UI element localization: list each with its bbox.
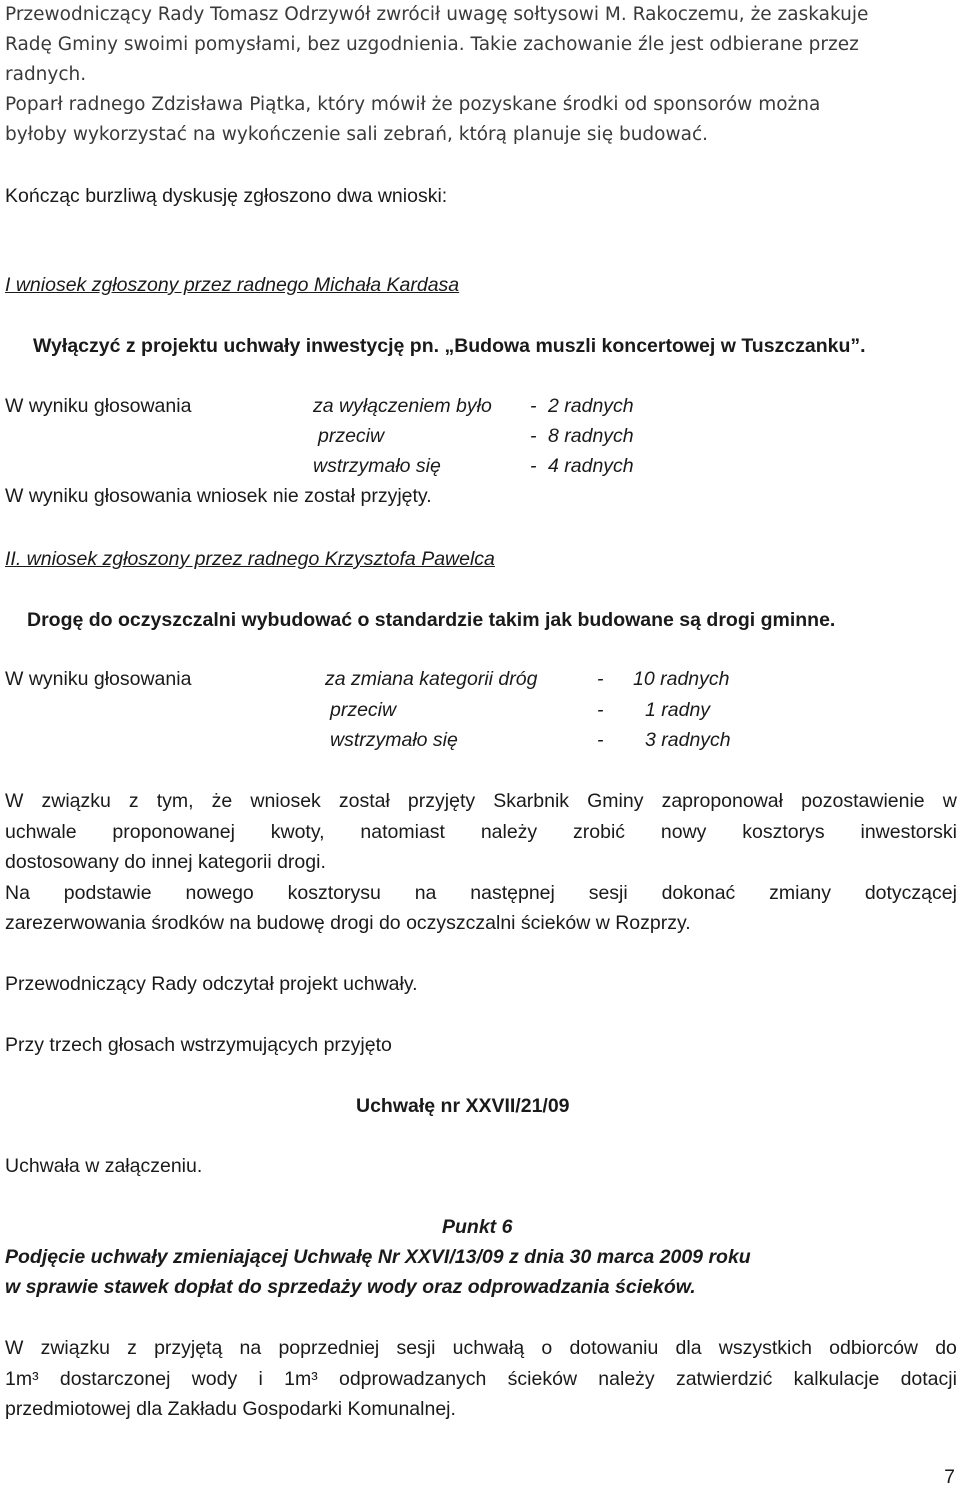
word: wszystkich (718, 1337, 812, 1359)
word: kosztorys (742, 821, 825, 843)
motion1-vote-dash-against: - (530, 425, 537, 447)
word: wody (191, 1368, 238, 1390)
word: zatwierdzić (675, 1368, 773, 1390)
word: na (239, 1337, 262, 1359)
word: inwestorski (860, 821, 957, 843)
word: przyjętą (154, 1337, 223, 1359)
motion1-vote-label: W wyniku głosowania (5, 395, 192, 417)
motion1-vote-result-for: 2 radnych (548, 395, 634, 417)
word: kwoty, (270, 821, 325, 843)
word: z (127, 1337, 137, 1359)
word: uchwałą (452, 1337, 525, 1359)
word: nowy (660, 821, 707, 843)
word: tym, (156, 790, 194, 812)
word: i (258, 1368, 263, 1390)
point-line-1: Podjęcie uchwały zmieniającej Uchwałę Nr XXVI/13/09 z dnia 30 marca 2009 roku (5, 1246, 751, 1268)
next-session-line-2: zarezerwowania środków na budowę drogi do oczyszczalni ścieków w Rozprzy. (5, 912, 691, 934)
motion2-vote-result-against: 1 radny (645, 699, 711, 721)
intro-line-1: Przewodniczący Rady Tomasz Odrzywół zwrócił uwagę sołtysowi M. Rakoczemu, że zaskakuje (5, 4, 869, 25)
motion1-vote-dash-abstain: - (530, 455, 537, 477)
motion2-vote-label-for: za zmiana kategorii dróg (325, 668, 538, 690)
motion2-vote-dash-against: - (597, 699, 604, 721)
word: następnej (470, 882, 555, 904)
word: ścieków (507, 1368, 578, 1390)
motion2-vote-dash-abstain: - (597, 729, 604, 751)
word: 1m³ (5, 1368, 39, 1390)
page-number: 7 (944, 1466, 955, 1488)
motion1-vote-result-against: 8 radnych (548, 425, 634, 447)
resolution-title: Uchwałę nr XXVII/21/09 (356, 1095, 570, 1117)
word: związku (41, 790, 111, 812)
motion2-vote-label-abstain: wstrzymało się (330, 729, 458, 751)
word: do (935, 1337, 957, 1359)
word: kosztorysu (287, 882, 381, 904)
word: przyjęty (407, 790, 476, 812)
word: Gminy (587, 790, 644, 812)
motion1-content: Wyłączyć z projektu uchwały inwestycję pn. „Budowa muszli koncertowej w Tuszczanku”. (33, 335, 866, 357)
motion1-vote-label-against: przeciw (318, 425, 385, 447)
motion2-content: Drogę do oczyszczalni wybudować o standardzie takim jak budowane są drogi gminne. (27, 609, 836, 631)
intro-line-4: Poparł radnego Zdzisława Piątka, który mówił że pozyskane środki od sponsorów można (5, 94, 821, 115)
word: Na (5, 882, 30, 904)
word: dotowaniu (569, 1337, 659, 1359)
word: nowego (185, 882, 254, 904)
final-line-1 (5, 1333, 957, 1363)
word: dostarczonej (59, 1368, 171, 1390)
word: zaproponował (661, 790, 783, 812)
point-line-2: w sprawie stawek dopłat do sprzedaży wody oraz odprowadzania ścieków. (5, 1276, 696, 1298)
word: został (338, 790, 390, 812)
word: sesji (396, 1337, 436, 1359)
word: proponowanej (112, 821, 235, 843)
motion2-vote-label: W wyniku głosowania (5, 668, 192, 690)
word: dotacji (900, 1368, 957, 1390)
word: W (5, 1337, 24, 1359)
point-title: Punkt 6 (442, 1216, 513, 1238)
word: uchwale (5, 821, 77, 843)
motion2-vote-label-against: przeciw (330, 699, 397, 721)
word: zrobić (573, 821, 626, 843)
word: kalkulacje (793, 1368, 880, 1390)
motion1-vote-dash-for: - (530, 395, 537, 417)
motion2-vote-result-abstain: 3 radnych (645, 729, 731, 751)
motion1-vote-label-for: za wyłączeniem było (313, 395, 492, 417)
treasurer-line-2 (5, 817, 957, 847)
word: dla (675, 1337, 702, 1359)
final-line-3: przedmiotowej dla Zakładu Gospodarki Komunalnej. (5, 1398, 456, 1420)
word: podstawie (63, 882, 152, 904)
word: dotyczącej (864, 882, 957, 904)
next-session-line-1 (5, 878, 957, 908)
chairman-read-text: Przewodniczący Rady odczytał projekt uchwały. (5, 973, 418, 995)
word: 1m³ (284, 1368, 318, 1390)
motion1-vote-result-abstain: 4 radnych (548, 455, 634, 477)
treasurer-line-3: dostosowany do innej kategorii drogi. (5, 851, 326, 873)
word: z (128, 790, 139, 812)
treasurer-line-1 (5, 786, 957, 816)
word: dokonać (661, 882, 736, 904)
word: natomiast (360, 821, 445, 843)
intro-line-2: Radę Gminy swoimi pomysłami, bez uzgodnienia. Takie zachowanie źle jest odbierane przez (5, 34, 859, 55)
attachment-note: Uchwała w załączeniu. (5, 1155, 203, 1177)
word: zmiany (769, 882, 831, 904)
intro-line-5: byłoby wykorzystać na wykończenie sali zebrań, którą planuje się budować. (5, 124, 709, 145)
word: należy (598, 1368, 655, 1390)
word: na (414, 882, 437, 904)
word: sesji (588, 882, 628, 904)
intro-line-3: radnych. (5, 64, 87, 85)
final-line-2 (5, 1364, 957, 1394)
motion1-heading: I wniosek zgłoszony przez radnego Michała Kardasa (5, 274, 460, 296)
word: że (211, 790, 233, 812)
word: Skarbnik (493, 790, 570, 812)
word: wniosek (250, 790, 321, 812)
word: odbiorców (829, 1337, 919, 1359)
word: związku (40, 1337, 110, 1359)
word: w (942, 790, 957, 812)
abstentions-text: Przy trzech głosach wstrzymujących przyjęto (5, 1034, 392, 1056)
word: odprowadzanych (338, 1368, 487, 1390)
motion2-vote-dash-for: - (597, 668, 604, 690)
motion2-heading: II. wniosek zgłoszony przez radnego Krzysztofa Pawelca (5, 548, 495, 570)
word: poprzedniej (278, 1337, 380, 1359)
motion1-vote-label-abstain: wstrzymało się (313, 455, 441, 477)
discussion-end-text: Kończąc burzliwą dyskusję zgłoszono dwa wnioski: (5, 185, 448, 207)
word: pozostawienie (801, 790, 925, 812)
word: o (541, 1337, 553, 1359)
word: należy (480, 821, 538, 843)
motion1-outcome: W wyniku głosowania wniosek nie został przyjęty. (5, 485, 432, 507)
motion2-vote-result-for: 10 radnych (633, 668, 730, 690)
word: W (5, 790, 24, 812)
